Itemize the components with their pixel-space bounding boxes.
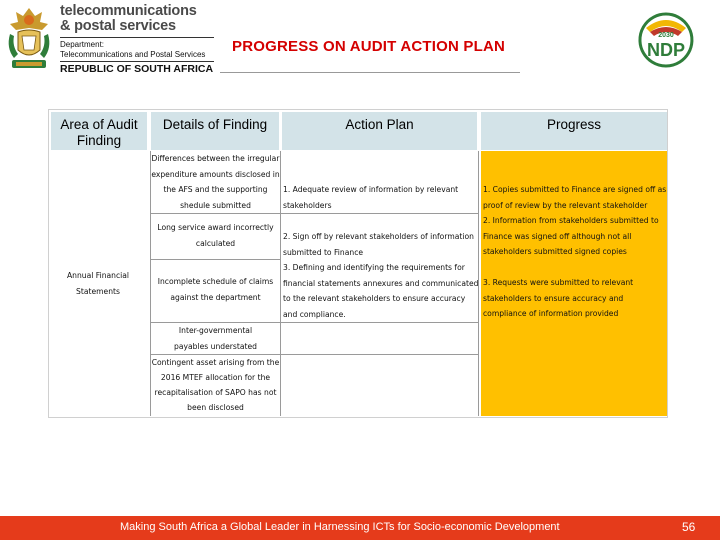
brand-line-2: & postal services [60,18,176,34]
action-row [281,260,479,323]
audit-action-table [48,109,668,418]
dept-name: Telecommunications and Postal Services [60,50,206,59]
action-row [281,214,479,260]
brand-line-1: telecommunications [60,3,197,19]
header-area-of-finding: Area of Audit Finding [51,112,147,150]
progress-text: 2. Information from stakeholders submitted to Finance was signed off although not all stakeholders submitted signed copies [483,216,659,256]
dept-label: Department: [60,40,105,49]
brand-divider [60,37,214,38]
slide-header [0,0,720,78]
detail-row [151,323,280,355]
detail-row [151,260,280,323]
detail-row [151,355,280,416]
department-brand [60,4,220,76]
header-details-of-finding: Details of Finding [151,112,279,150]
detail-row [151,151,280,214]
footer-bar [0,516,720,540]
progress-text: 3. Requests were submitted to relevant stakeholders to ensure accuracy and compliance of information provided [483,278,634,318]
page-number: 56 [682,520,696,534]
country-name: REPUBLIC OF SOUTH AFRICA [60,63,214,75]
action-row [281,151,479,214]
coat-of-arms-icon [4,4,54,74]
action-text: 3. Defining and identifying the requirements for financial statements annexures and communicated to the relevant stakeholders to ensure accuracy and compliance. [283,263,479,319]
ndp-2030-logo [636,10,696,70]
action-row-empty [281,323,479,355]
footer-slogan: Making South Africa a Global Leader in Harnessing ICTs for Socio-economic Development [120,521,560,533]
action-text: 1. Adequate review of information by relevant stakeholders [283,185,459,210]
detail-text: Long service award incorrectly calculated [157,223,274,248]
header-action-plan: Action Plan [282,112,477,150]
svg-text:NDP: NDP [646,40,686,60]
page-title: PROGRESS ON AUDIT ACTION PLAN [232,38,506,55]
header-progress: Progress [481,112,667,150]
action-plan-column [281,151,479,416]
detail-row [151,214,280,260]
progress-text: 1. Copies submitted to Finance are signed off as proof of review by the relevant stakeholder [483,185,667,210]
title-divider [220,72,520,73]
progress-column [481,151,667,416]
action-text: 2. Sign off by relevant stakeholders of information submitted to Finance [283,232,474,257]
detail-text: Incomplete schedule of claims against the department [157,277,274,302]
detail-text: Inter-governmental payables understated [174,326,257,351]
detail-text: Differences between the irregular expenditure amounts disclosed in the AFS and the supporting shedule submitted [151,154,280,210]
area-cell: Annual Financial Statements [66,271,130,296]
detail-text: Contingent asset arising from the 2016 MTEF allocation for the recapitalisation of SAPO has not been disclosed [151,358,280,412]
details-column [150,151,281,416]
svg-text:2030: 2030 [658,32,674,39]
